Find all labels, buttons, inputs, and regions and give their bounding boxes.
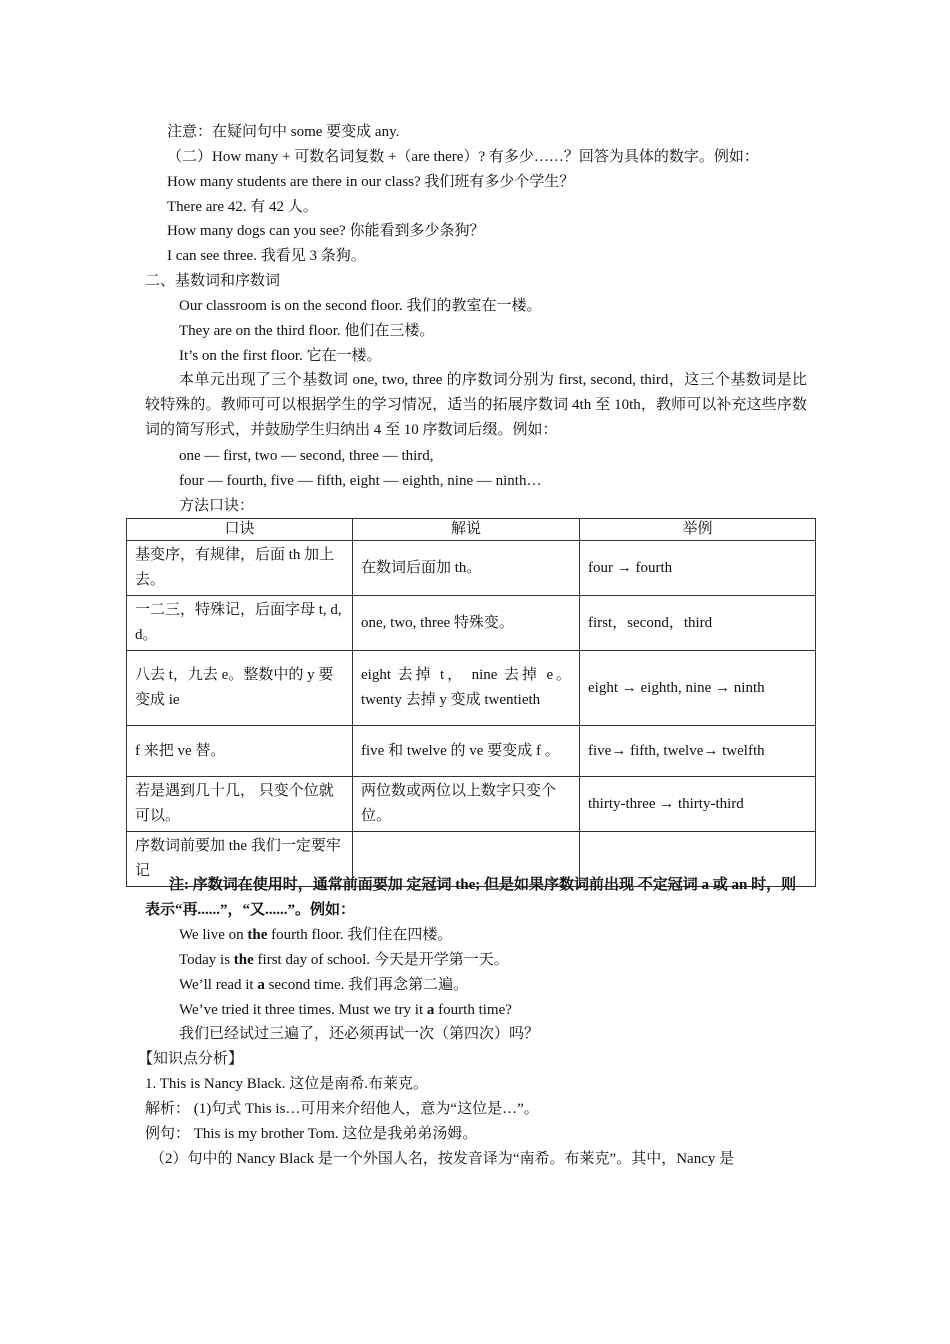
- rhyme-cell: f 来把 ve 替。: [127, 726, 353, 777]
- explain-cell: 在数词后面加 th。: [353, 541, 580, 596]
- explain-cell: one, two, three 特殊变。: [353, 596, 580, 651]
- example-line: It’s on the first floor. 它在一楼。: [179, 348, 382, 364]
- section-heading: 二、基数词和序数词: [145, 273, 281, 289]
- table-header: 解说: [353, 519, 580, 541]
- explain-cell: eight 去掉 t， nine 去掉 e。 twenty 去掉 y 变成 twentieth: [353, 651, 580, 726]
- table-row: [127, 726, 816, 777]
- article-example: We live on the fourth floor. 我们住在四楼。: [179, 927, 453, 943]
- example-cell: four → fourth: [580, 541, 816, 596]
- explain-cell: 两位数或两位以上数字只变个位。: [353, 777, 580, 832]
- example-line: How many students are there in our class? 我们班有多少个学生？: [167, 174, 575, 190]
- rhyme-cell: 若是遇到几十几， 只变个位就可以。: [127, 777, 353, 832]
- rhyme-cell: 八去 t，九去 e。整数中的 y 要变成 ie: [127, 651, 353, 726]
- method-label: 方法口诀：: [179, 498, 255, 514]
- table-header: 口诀: [127, 519, 353, 541]
- table-header-row: [127, 519, 816, 541]
- ordinal-line: four — fourth, five — fifth, eight — eighth, nine — ninth…: [179, 473, 542, 489]
- example-cell: five→ fifth, twelve→ twelfth: [580, 726, 816, 777]
- rhyme-cell: 一二三，特殊记，后面字母 t, d, d。: [127, 596, 353, 651]
- example-line: They are on the third floor. 他们在三楼。: [179, 323, 435, 339]
- article-note: 注: 序数词在使用时，通常前面要加 定冠词 the; 但是如果序数词前出现 不定冠词 a 或 an 时，则表示“再......”，“又......”。例如：: [145, 877, 797, 918]
- analysis-item: 1. This is Nancy Black. 这位是南希.布莱克。: [145, 1076, 429, 1092]
- how-many-rule: （二）How many + 可数名词复数 +（are there）? 有多少……？回答为具体的数字。例如：: [167, 149, 759, 165]
- example-cell: first，second，third: [580, 596, 816, 651]
- article-example: Today is the first day of school. 今天是开学第一天。: [179, 952, 509, 968]
- article-example: We’ll read it a second time. 我们再念第二遍。: [179, 977, 469, 993]
- table-row: [127, 777, 816, 832]
- table-row: [127, 541, 816, 596]
- ordinal-rules-table: [126, 518, 816, 887]
- note-any: 注意：在疑问句中 some 要变成 any.: [167, 124, 400, 140]
- table-header: 举例: [580, 519, 816, 541]
- article-example: We’ve tried it three times. Must we try it a fourth time?: [179, 1002, 512, 1018]
- table-row: [127, 651, 816, 726]
- rhyme-cell: 基变序，有规律，后面 th 加上去。: [127, 541, 353, 596]
- example-line: There are 42. 有 42 人。: [167, 199, 318, 215]
- example-line: Our classroom is on the second floor. 我们的教室在一楼。: [179, 298, 542, 314]
- analysis-example: 例句： This is my brother Tom. 这位是我弟弟汤姆。: [145, 1126, 478, 1142]
- ordinal-paragraph: 本单元出现了三个基数词 one, two, three 的序数词分别为 first, second, third，这三个基数词是比较特殊的。教师可可以根据学生的学习情况，适当的拓展序数词 4th 至 10th，教师可以补充这些序数词的简写形式，并鼓励学生归纳出 4 至 10 序数词后缀。例如：: [145, 372, 807, 438]
- analysis-point: （2）句中的 Nancy Black 是一个外国人名，按发音译为“南希。布莱克”。其中，Nancy 是: [150, 1151, 735, 1167]
- explain-cell: five 和 twelve 的 ve 要变成 f 。: [353, 726, 580, 777]
- analysis-heading: 【知识点分析】: [138, 1051, 244, 1067]
- analysis-parse: 解析： (1)句式 This is…可用来介绍他人，意为“这位是…”。: [145, 1101, 539, 1117]
- ordinal-line: one — first, two — second, three — third,: [179, 448, 434, 464]
- example-line: I can see three. 我看见 3 条狗。: [167, 248, 366, 264]
- article-translation: 我们已经试过三遍了，还必须再试一次（第四次）吗？: [179, 1026, 540, 1042]
- example-line: How many dogs can you see? 你能看到多少条狗？: [167, 223, 485, 239]
- rhyme-cell: 序数词前要加 the 我们一定要牢记: [127, 832, 353, 887]
- table-row: [127, 596, 816, 651]
- example-cell: thirty-three → thirty-third: [580, 777, 816, 832]
- example-cell: eight → eighth, nine → ninth: [580, 651, 816, 726]
